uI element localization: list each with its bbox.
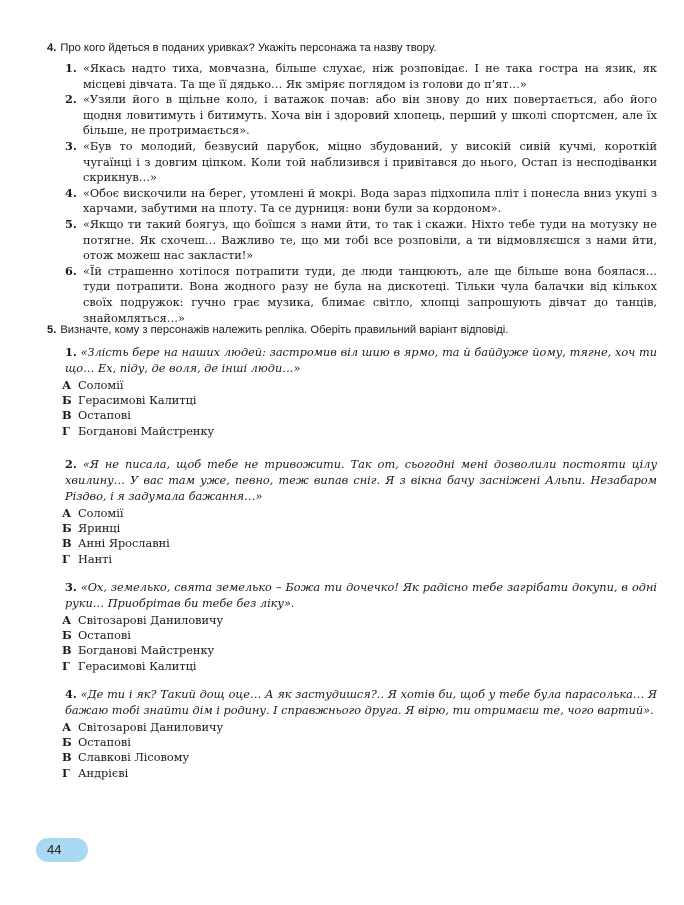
option-text: Остапові (78, 736, 131, 750)
option-letter: Г (62, 658, 70, 673)
task-4-number: 4. (47, 42, 57, 54)
answer-options (62, 506, 657, 567)
answer-option-a[interactable] (62, 720, 657, 735)
answer-option-h[interactable] (62, 766, 657, 781)
option-letter: Б (62, 628, 72, 643)
task-5-number: 5. (47, 324, 57, 336)
option-text: Нанті (78, 552, 112, 566)
excerpt-item (65, 217, 657, 264)
option-text: Світозарові Даниловичу (78, 721, 224, 734)
page-number-badge (36, 838, 88, 862)
task-4-heading (47, 41, 657, 56)
excerpt-text: «Якась надто тиха, мовчазна, більше слухає, ніж розповідає. І не така гостра на язик, як місцеві дівчата. Та ще її дядько… Як зміряє поглядом із голови до п’ят…» (83, 62, 657, 91)
question-number: 1. (65, 345, 77, 359)
option-letter: А (62, 378, 72, 392)
question-quote: «Я не писала, щоб тебе не тривожити. Так от, сьогодні мені дозволили постояти цілу хвилину… У вас там уже, певно, теж випав сніг. Я з вікна бачу засніжені Альпи. Незабаром Різдво, і я задумала бажання…» (65, 458, 657, 503)
option-text: Богданові Майстренку (78, 644, 215, 658)
question-2 (62, 456, 657, 567)
option-letter: Б (62, 735, 72, 750)
task-4-excerpt-list (65, 61, 657, 326)
excerpt-number: 2. (65, 92, 77, 107)
question-quote: «Ох, земелько, свята земелько – Божа ти дочечко! Як радісно тебе загрібати докупи, в одні руки… Приобрітав би тебе без ліку». (65, 581, 657, 610)
task-5-heading (47, 323, 657, 338)
question-stem (65, 456, 657, 505)
excerpt-item (65, 61, 657, 92)
answer-options (62, 613, 657, 674)
answer-option-v[interactable] (62, 408, 657, 423)
option-text: Яринці (78, 522, 121, 536)
answer-option-h[interactable] (62, 552, 657, 567)
option-letter: В (62, 536, 72, 551)
option-letter: А (62, 720, 72, 734)
option-letter: А (62, 506, 72, 520)
option-text: Світозарові Даниловичу (78, 614, 224, 627)
question-3 (62, 579, 657, 674)
task-5-prompt: Визначте, кому з персонажів належить репліка. Оберіть правильний варіант відповіді. (60, 324, 509, 336)
option-letter: Г (62, 423, 70, 438)
question-number: 3. (65, 580, 77, 594)
excerpt-text: «Узяли його в щільне коло, і ватажок почав: або він знову до них повертається, або його щодня ловитимуть і битимуть. Хоча він і здоровий хлопець, перший у школі спортсмен, але їх більше, не протримається». (83, 93, 657, 138)
answer-option-v[interactable] (62, 750, 657, 765)
excerpt-item (65, 92, 657, 139)
option-letter: Г (62, 765, 70, 780)
option-letter: А (62, 613, 72, 627)
answer-options (62, 378, 657, 439)
excerpt-item (65, 186, 657, 217)
option-text: Герасимові Калитці (78, 394, 197, 408)
answer-option-b[interactable] (62, 393, 657, 408)
option-text: Остапові (78, 629, 131, 643)
option-letter: Б (62, 393, 72, 408)
excerpt-text: «Якщо ти такий боягуз, що боїшся з нами йти, то так і скажи. Ніхто тебе туди на мотузку не потягне. Як схочеш… Важливо те, що ми тобі все розповіли, а ти відмовляєшся з нами йти, отож можеш нас закласти!» (83, 217, 657, 263)
answer-option-a[interactable] (62, 378, 657, 393)
option-letter: Г (62, 551, 70, 566)
option-text: Соломії (78, 379, 124, 392)
excerpt-number: 5. (65, 216, 77, 231)
question-number: 4. (65, 687, 77, 701)
answer-option-h[interactable] (62, 424, 657, 439)
option-text: Анні Ярославні (78, 537, 170, 551)
question-4 (62, 686, 657, 781)
excerpt-number: 1. (65, 61, 77, 75)
answer-option-b[interactable] (62, 628, 657, 643)
answer-option-v[interactable] (62, 536, 657, 551)
option-text: Андрієві (78, 766, 129, 780)
option-text: Соломії (78, 507, 124, 520)
option-text: Остапові (78, 409, 131, 423)
excerpt-item (65, 139, 657, 186)
answer-option-h[interactable] (62, 659, 657, 674)
option-text: Герасимові Калитці (78, 659, 197, 673)
question-quote: «Злість бере на наших людей: застромив віл шию в ярмо, та й байдуже йому, тягне, хоч ти що… Ех, піду, де воля, де інші люди…» (65, 346, 657, 375)
excerpt-text: «Їй страшенно хотілося потрапити туди, де люди танцюють, але ще більше вона боялася… туди потрапити. Вона жодного разу не була на дискотеці. Тільки чула балачки від кількох своїх подружок: гучно грає музика, блимає світло, хлопці запрошують дівчат до танців, знайомляться…» (83, 264, 657, 325)
question-stem (65, 579, 657, 612)
answer-option-b[interactable] (62, 521, 657, 536)
excerpt-number: 4. (65, 185, 77, 200)
question-1 (62, 344, 657, 439)
answer-option-b[interactable] (62, 735, 657, 750)
option-text: Богданові Майстренку (78, 424, 215, 438)
excerpt-text: «Обоє вискочили на берег, утомлені й мокрі. Вода зараз підхопила пліт і понесла вниз укупі з харчами, забутими на плоту. Та се дурниця: вони були за кордоном». (83, 186, 657, 216)
option-letter: В (62, 408, 72, 423)
question-number: 2. (65, 457, 77, 471)
answer-option-a[interactable] (62, 613, 657, 628)
excerpt-number: 6. (65, 263, 77, 278)
question-stem (65, 344, 657, 377)
option-letter: В (62, 750, 72, 765)
answer-option-v[interactable] (62, 643, 657, 658)
option-letter: Б (62, 521, 72, 536)
task-4-prompt: Про кого йдеться в поданих уривках? Укажіть персонажа та назву твору. (60, 42, 437, 54)
question-stem (65, 686, 657, 719)
excerpt-item (65, 264, 657, 326)
answer-option-a[interactable] (62, 506, 657, 521)
excerpt-number: 3. (65, 138, 77, 153)
answer-options (62, 720, 657, 781)
option-letter: В (62, 643, 72, 658)
page-number: 44 (47, 842, 62, 857)
excerpt-text: «Був то молодий, безвусий парубок, міцно збудований, у високій сивій кучмі, короткій чугаїнці і з довгим ціпком. Коли той наблизився і привітався до нього, Остап із несподіванки скрикнув…» (83, 139, 657, 185)
question-quote: «Де ти і як? Такий дощ оце… А як застудишся?.. Я хотів би, щоб у тебе була парасолька… Я бажаю тобі знайти дім і родину. І справжнього друга. Я вірю, ти отримаєш те, чого вартий». (65, 688, 657, 717)
option-text: Славкові Лісовому (78, 751, 190, 765)
